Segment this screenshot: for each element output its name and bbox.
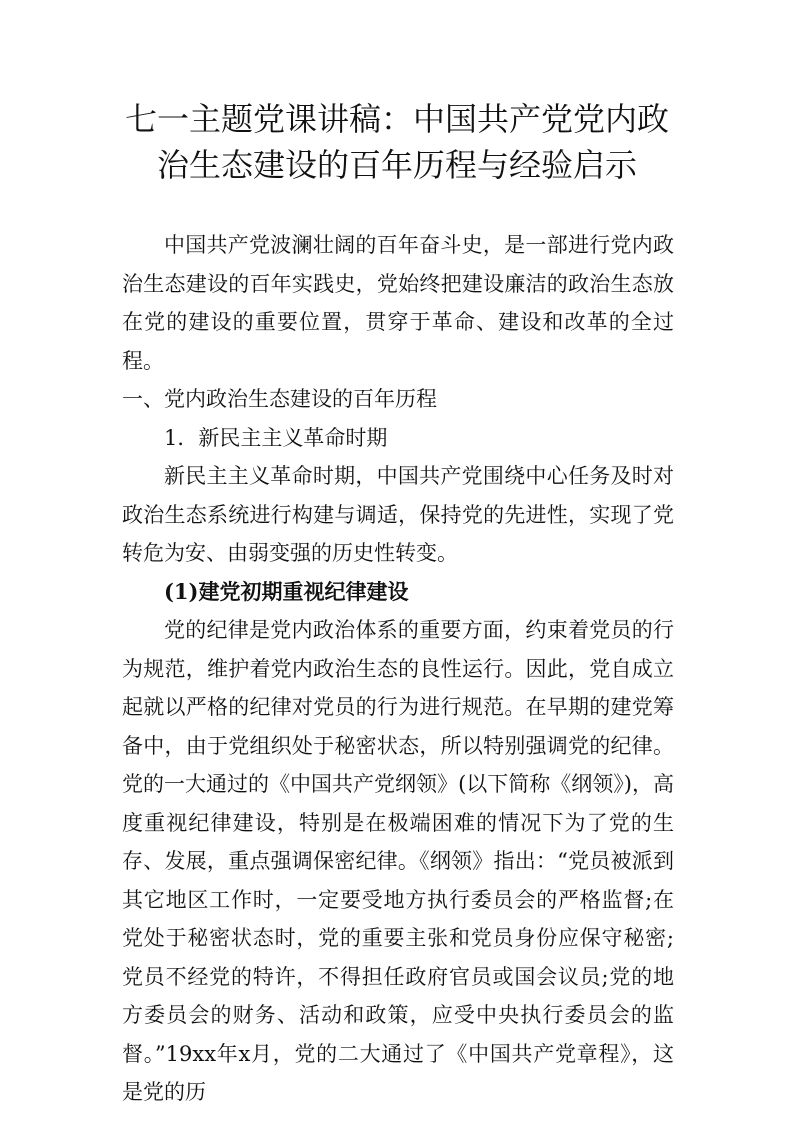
subsection-heading: 1．新民主主义革命时期: [164, 425, 388, 450]
point-heading: (1)建党初期重视纪律建设: [164, 578, 409, 604]
point-paragraph: 党的纪律是党内政治体系的重要方面，约束着党员的行为规范，维护着党内政治生态的良性运行。因此，党自成立起就以严格的纪律对党员的行为进行规范。在早期的建党筹备中，由于党组织处于秘密状态，所以特别强调党的纪律。党的一大通过的《中国共产党纲领》(以下简称《纲领》)，高度重视纪律建设，特别是在极端困难的情况下为了党的生存、发展，重点强调保密纪律。《纲领》指出：“党员被派到其它地区工作时，一定要受地方执行委员会的严格监督;在党处于秘密状态时，党的重要主张和党员身份应保守秘密;党员不经党的特许，不得担任政府官员或国会议员;党的地方委员会的财务、活动和政策，应受中央执行委员会的监督。”19xx年x月，党的二大通过了《中国共产党章程》，这是党的历: [122, 618, 674, 1104]
document-body: [122, 226, 674, 1112]
subsection-paragraph: 新民主主义革命时期，中国共产党围绕中心任务及时对政治生态系统进行构建与调适，保持党的先进性，实现了党转危为安、由弱变强的历史性转变。: [122, 464, 674, 565]
section-heading: 一、党内政治生态建设的百年历程: [122, 387, 437, 411]
intro-paragraph: 中国共产党波澜壮阔的百年奋斗史，是一部进行党内政治生态建设的百年实践史，党始终把建设廉洁的政治生态放在党的建设的重要位置，贯穿于革命、建设和改革的全过程。: [122, 233, 674, 373]
document-title: 七一主题党课讲稿：中国共产党党内政治生态建设的百年历程与经验启示: [124, 100, 669, 184]
